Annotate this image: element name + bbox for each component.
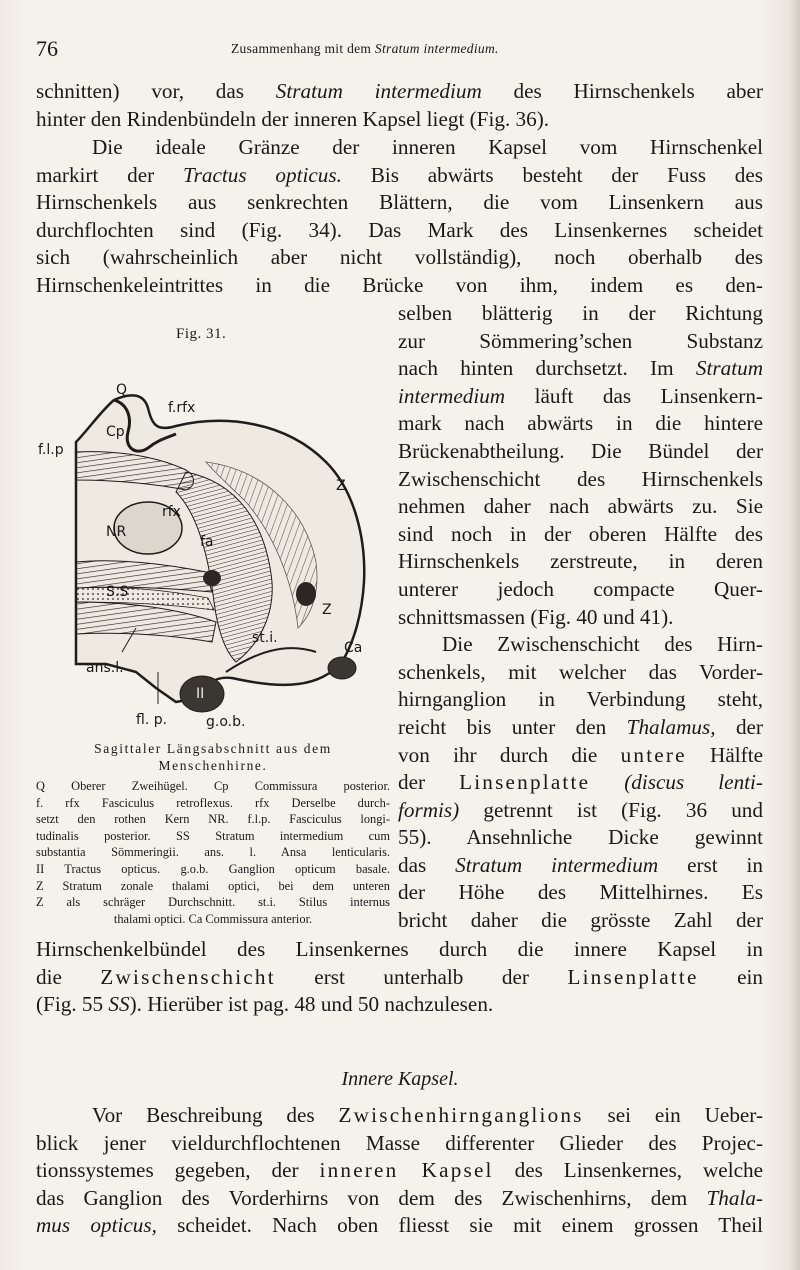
figure-legend [36, 778, 390, 927]
legend-line: II Tractus opticus. g.o.b. Ganglion opticum basale. [36, 861, 390, 876]
section-title: Innere Kapsel. [341, 1068, 459, 1090]
text-line: mus opticus, scheidet. Nach oben fliesst sie mit einem grossen Theil [36, 1213, 764, 1238]
legend-line: Q Oberer Zweihügel. Cp Commissura posterior. [36, 779, 390, 793]
legend-line: substantia Sömmeringii. ans. l. Ansa lenticularis. [36, 845, 390, 860]
text-line: schnittsmassen (Fig. 40 und 41). [398, 604, 674, 629]
text-line: hirnganglion in Verbindung steht, [398, 687, 763, 712]
text-line: Hirnschenkeleintrittes in die Brücke von ihm, indem es den- [36, 272, 763, 297]
page-number: 76 [36, 36, 58, 61]
label-ansl: ans.l. [86, 660, 124, 676]
text-line: Die ideale Gränze der inneren Kapsel vom Hirnschenkel [92, 135, 763, 159]
text-line: tionssystemes gegeben, der inneren Kapsel des Linsenkernes, welche [36, 1158, 763, 1183]
paragraph-1 [36, 78, 763, 133]
text-line: sich (wahrscheinlich aber nicht vollständig), noch oberhalb des [36, 245, 763, 270]
label-ii: II [196, 686, 205, 702]
figure-label: Fig. 31. [176, 326, 227, 342]
label-frfx: f.rfx [168, 400, 196, 416]
text-line: der Höhe des Mittelhirnes. Es [398, 880, 763, 905]
label-q: Q [116, 382, 128, 398]
text-line: Hirnschenkels zerstreute, in deren [398, 549, 763, 574]
text-line: sind noch in der oberen Hälfte des [398, 521, 763, 546]
text-line: selben blätterig in der Richtung [398, 301, 763, 325]
label-nr: NR [106, 524, 127, 540]
text-line: hinter den Rindenbündeln der inneren Kapsel liegt (Fig. 36). [36, 106, 550, 131]
text-line: mark nach abwärts in die hintere [398, 411, 763, 436]
text-line: das Stratum intermedium erst in [398, 852, 764, 877]
text-line: die Zwischenschicht erst unterhalb der Linsenplatte ein [36, 964, 763, 989]
text-line: formis) getrennt ist (Fig. 36 und [398, 797, 763, 822]
label-ca: Ca [344, 640, 363, 656]
text-line: unterer jedoch compacte Quer- [398, 576, 763, 601]
text-line: Hirnschenkelbündel des Linsenkernes durch die innere Kapsel in [36, 937, 763, 961]
text-line: reicht bis unter den Thalamus, der [398, 714, 763, 739]
running-head: Zusammenhang mit dem Stratum intermedium. [231, 41, 499, 56]
text-line: nehmen daher nach abwärts zu. Sie [398, 494, 763, 519]
text-line: 55). Ansehnliche Dicke gewinnt [398, 825, 763, 850]
text-line: Brückenabtheilung. Die Bündel der [398, 438, 763, 463]
text-line: Hirnschenkels aus senkrechten Blättern, die vom Linsenkern aus [36, 190, 763, 215]
figure-31 [36, 326, 390, 742]
legend-line: thalami optici. Ca Commissura anterior. [113, 911, 313, 926]
commissura-anterior [328, 657, 356, 679]
label-sti: st.i. [252, 630, 278, 646]
label-cp: Cp [106, 424, 125, 440]
text-line: markirt der Tractus opticus. Bis abwärts besteht der Fuss des [36, 162, 763, 187]
text-line: von ihr durch die untere Hälfte [398, 742, 763, 767]
label-z-upper: Z [336, 478, 346, 494]
brain-section-illustration [36, 352, 390, 742]
paragraph-2 [36, 134, 763, 300]
text-line: der Linsenplatte (discus lenti- [398, 770, 763, 795]
paragraph-4 [36, 1102, 763, 1240]
text-line: intermedium läuft das Linsenkern- [398, 383, 763, 408]
legend-line: tudinalis posterior. SS Stratum intermedium cum [36, 828, 390, 843]
legend-line: Z Stratum zonale thalami optici, bei dem unteren [36, 878, 390, 893]
text-line: das Ganglion des Vorderhirns von dem des Zwischenhirns, dem Thala- [36, 1185, 763, 1210]
label-z-lower: Z [322, 602, 332, 618]
text-line: Die Zwischenschicht des Hirn- [442, 632, 763, 657]
label-flp-bottom: fl. p. [136, 712, 168, 728]
label-flp: f.l.p [38, 442, 64, 458]
text-line: durchflochten sind (Fig. 34). Das Mark des Linsenkernes scheidet [36, 217, 763, 242]
text-line: blick jener vieldurchflochtenen Masse differenter Glieder des Projec- [36, 1130, 763, 1155]
legend-line: f. rfx Fasciculus retroflexus. rfx Derselbe durch- [36, 795, 390, 810]
label-gob: g.o.b. [206, 714, 246, 730]
text-line: (Fig. 55 SS). Hierüber ist pag. 48 und 50 nachzulesen. [36, 992, 494, 1017]
label-fa: fa [200, 534, 214, 550]
text-line: schenkels, mit welcher das Vorder- [398, 659, 763, 684]
fornix-body [203, 570, 221, 586]
legend-line: Z als schräger Durchschnitt. st.i. Stilus internus [36, 895, 390, 910]
text-line: Vor Beschreibung des Zwischenhirnganglions sei ein Ueber- [92, 1103, 763, 1127]
text-line: Zwischenschicht des Hirnschenkels [398, 466, 763, 491]
text-line: nach hinten durchsetzt. Im Stratum [398, 356, 763, 381]
dark-spot [296, 582, 316, 606]
paragraph-3 [36, 936, 763, 1019]
text-line: schnitten) vor, das Stratum intermedium des Hirnschenkels aber [36, 79, 763, 103]
page-header [36, 36, 760, 60]
text-line: zur Sömmering’schen Substanz [398, 328, 763, 353]
label-rfx: rfx [162, 504, 181, 520]
label-ss: S.S [106, 584, 129, 600]
legend-line: setzt den rothen Kern NR. f.l.p. Fasciculus longi- [36, 812, 390, 827]
figure-caption-title: Sagittaler Längsabschnitt aus dem Menschenhirne. [94, 741, 332, 773]
text-line: bricht daher die grösste Zahl der [398, 908, 763, 933]
right-column-text [398, 300, 763, 935]
